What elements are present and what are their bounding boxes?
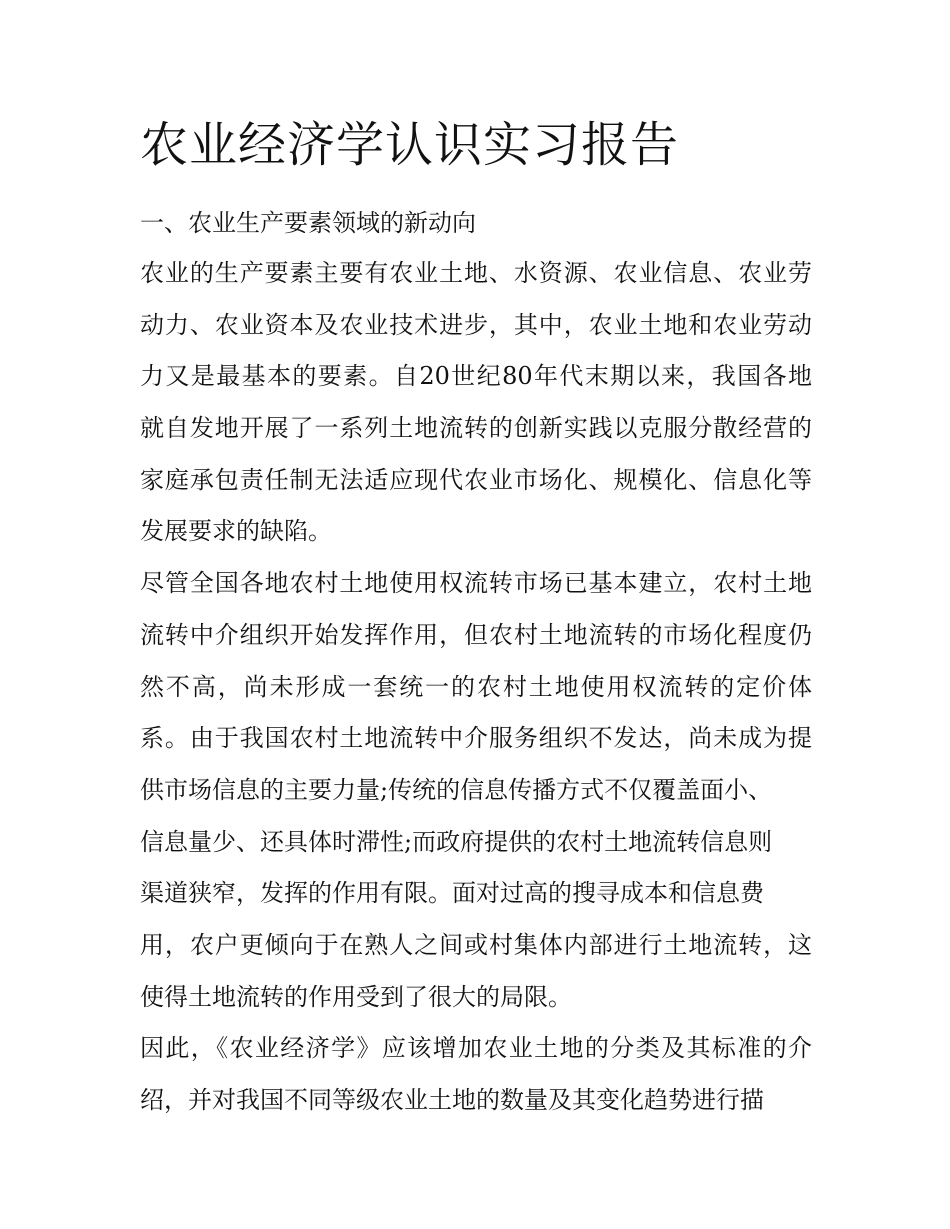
- paragraph-1: [140, 248, 812, 558]
- text-line: 就自发地开展了一系列土地流转的创新实践以克服分散经营的: [140, 414, 812, 443]
- text-line: 系。由于我国农村土地流转中介服务组织不发达，尚未成为提: [140, 724, 812, 753]
- text-line: 力又是最基本的要素。自20世纪80年代末期以来，我国各地: [140, 362, 812, 391]
- text-line: 流转中介组织开始发挥作用，但农村土地流转的市场化程度仍: [140, 620, 812, 649]
- text-line: 用，农户更倾向于在熟人之间或村集体内部进行土地流转，这: [140, 930, 812, 959]
- document-title: 农业经济学认识实习报告: [140, 117, 680, 173]
- text-line: 渠道狭窄，发挥的作用有限。面对过高的搜寻成本和信息费: [140, 879, 764, 908]
- text-line: 绍，并对我国不同等级农业土地的数量及其变化趋势进行描: [140, 1086, 764, 1114]
- text-line: 家庭承包责任制无法适应现代农业市场化、规模化、信息化等: [140, 465, 812, 494]
- text-line: 因此，《农业经济学》应该增加农业土地的分类及其标准的介: [140, 1034, 812, 1063]
- text-line: 然不高，尚未形成一套统一的农村土地使用权流转的定价体: [140, 672, 812, 701]
- text-line: 动力、农业资本及农业技术进步，其中，农业土地和农业劳动: [140, 310, 812, 339]
- document-body: [140, 248, 812, 1127]
- paragraph-2: [140, 558, 812, 1023]
- text-line: 供市场信息的主要力量;传统的信息传播方式不仅覆盖面小、: [140, 775, 773, 804]
- text-line: 农业的生产要素主要有农业土地、水资源、农业信息、农业劳: [140, 259, 812, 287]
- section-heading: 一、农业生产要素领域的新动向: [140, 209, 476, 237]
- paragraph-3: [140, 1023, 812, 1126]
- text-line: 使得土地流转的作用受到了很大的局限。: [140, 982, 572, 1011]
- text-line: 信息量少、还具体时滞性;而政府提供的农村土地流转信息则: [140, 827, 773, 856]
- text-line: 尽管全国各地农村土地使用权流转市场已基本建立，农村土地: [140, 569, 812, 598]
- text-line: 发展要求的缺陷。: [140, 517, 332, 546]
